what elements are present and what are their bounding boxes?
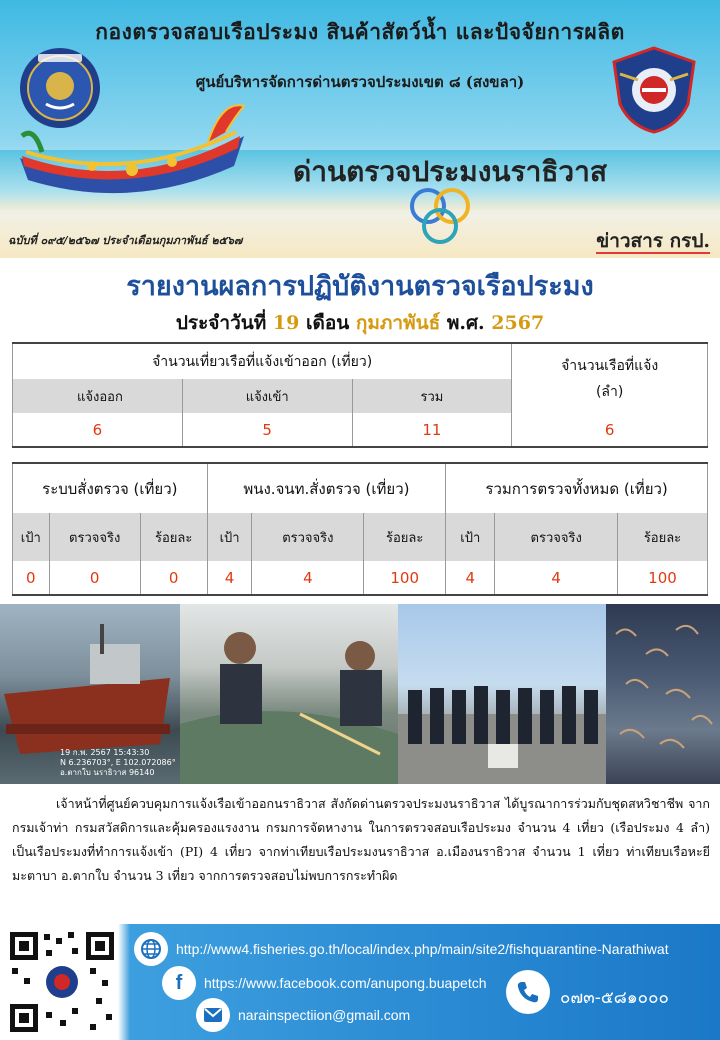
website-link[interactable] (134, 932, 669, 966)
all-col-percent: ร้อยละ (617, 513, 707, 561)
officer-target: 4 (207, 561, 252, 595)
col-out: แจ้งออก (13, 379, 183, 413)
officer-col-percent: ร้อยละ (364, 513, 446, 561)
news-label (596, 226, 710, 256)
inspection-table (12, 462, 708, 596)
system-actual: 0 (49, 561, 140, 595)
year-prefix: พ.ศ. (446, 312, 485, 334)
month-prefix: เดือน (306, 312, 350, 334)
all-col-actual: ตรวจจริง (495, 513, 618, 561)
officer-header: พนง.จนท.สั่งตรวจ (เที่ยว) (207, 463, 446, 513)
date-year: 2567 (491, 312, 545, 334)
photo-stamp (60, 748, 176, 778)
value-total: 11 (352, 413, 512, 447)
report-paragraph: เจ้าหน้าที่ศูนย์ควบคุมการแจ้งเรือเข้าออกนราธิวาส สังกัดด่านตรวจประมงนราธิวาส ได้บูรณาการร่วมกับชุดสหวิชาชีพ จากกรมเจ้าท่า กรมสวัสดิการและคุ้มครองแรงงาน กรมการจัดหางาน ในการตรวจสอบเรือประมง จำนวน 4 เที่ยว (เรือประมง 4 ลำ) เป็นเรือประมงที่ทำการแจ้งเข้า (PI) 4 เที่ยว จากท่าเทียบเรือประมงนราธิวาส อ.เมืองนราธิวาส จำนวน 1 เที่ยว ท่าเทียบเรือหะยีมะตาบา อ.ตากใบ จำนวน 3 เที่ยว จากการตรวจสอบไม่พบการกระทำผิด (12, 796, 710, 883)
trips-table (12, 342, 708, 448)
email-link[interactable] (196, 998, 410, 1032)
phone-icon (506, 970, 550, 1014)
traditional-boat-icon (12, 96, 252, 206)
col-in: แจ้งเข้า (182, 379, 352, 413)
news-label-text: ข่าวสาร กรป. (596, 230, 710, 252)
value-out: 6 (13, 413, 183, 447)
trips-header: จำนวนเที่ยวเรือที่แจ้งเข้าออก (เที่ยว) (13, 343, 512, 379)
value-vessels: 6 (512, 413, 708, 447)
stamp-line-2: N 6.236703°, E 102.072086° (60, 758, 176, 767)
vessels-unit: (ลำ) (595, 383, 624, 400)
all-header: รวมการตรวจทั้งหมด (เที่ยว) (446, 463, 708, 513)
photo-fishing-boat (0, 604, 180, 784)
catch-illustration (606, 604, 720, 784)
facebook-icon: f (162, 966, 196, 1000)
net-inspection-illustration (180, 604, 398, 784)
mail-icon (196, 998, 230, 1032)
vessels-header-cell (512, 343, 708, 413)
photo-strip (0, 604, 720, 784)
vessels-header: จำนวนเรือที่แจ้ง (561, 357, 659, 374)
date-prefix: ประจำวันที่ (175, 312, 267, 334)
officer-actual: 4 (252, 561, 364, 595)
facebook-link[interactable] (162, 966, 487, 1000)
date-day: 19 (272, 312, 300, 334)
facebook-url[interactable]: https://www.facebook.com/anupong.buapetch (204, 975, 487, 991)
website-url[interactable]: http://www4.fisheries.go.th/local/index.php/main/site2/fishquarantine-Narathiwat (176, 941, 669, 957)
all-actual: 4 (495, 561, 618, 595)
date-month: กุมภาพันธ์ (355, 312, 441, 334)
team-illustration (398, 604, 606, 784)
officer-col-target: เป้า (207, 513, 252, 561)
photo-team (398, 604, 606, 784)
phone-number[interactable]: ๐๗๓-๕๘๑๐๐๐ (560, 988, 669, 1008)
stamp-line-3: อ.ตากใบ นราธิวาส 96140 (60, 768, 155, 777)
all-target: 4 (446, 561, 495, 595)
system-col-percent: ร้อยละ (140, 513, 207, 561)
report-date (0, 308, 720, 338)
header-title: กองตรวจสอบเรือประมง สินค้าสัตว์น้ำ และปัจจัยการผลิต (95, 19, 625, 44)
globe-icon (134, 932, 168, 966)
system-percent: 0 (140, 561, 207, 595)
all-col-target: เป้า (446, 513, 495, 561)
system-col-target: เป้า (13, 513, 50, 561)
system-target: 0 (13, 561, 50, 595)
email-address[interactable]: narainspectiion@gmail.com (238, 1007, 411, 1023)
all-percent: 100 (617, 561, 707, 595)
officer-col-actual: ตรวจจริง (252, 513, 364, 561)
system-header: ระบบสั่งตรวจ (เที่ยว) (13, 463, 208, 513)
issue-number: ฉบับที่ ๐๙๕/๒๕๖๗ ประจำเดือนกุมภาพันธ์ ๒๕๖๗ (8, 234, 243, 247)
report-title: รายงานผลการปฏิบัติงานตรวจเรือประมง (126, 271, 594, 302)
col-total: รวม (352, 379, 512, 413)
system-col-actual: ตรวจจริง (49, 513, 140, 561)
station-name: ด่านตรวจประมงนราธิวาส (293, 155, 607, 188)
photo-net-inspection (180, 604, 398, 784)
officer-percent: 100 (364, 561, 446, 595)
qr-code-icon (6, 928, 118, 1036)
stamp-line-1: 19 ก.พ. 2567 15:43:30 (60, 748, 150, 757)
header-banner (0, 0, 720, 258)
header-subtitle: ศูนย์บริหารจัดการด่านตรวจประมงเขต ๘ (สงขลา) (195, 73, 525, 91)
photo-catch (606, 604, 720, 784)
value-in: 5 (182, 413, 352, 447)
